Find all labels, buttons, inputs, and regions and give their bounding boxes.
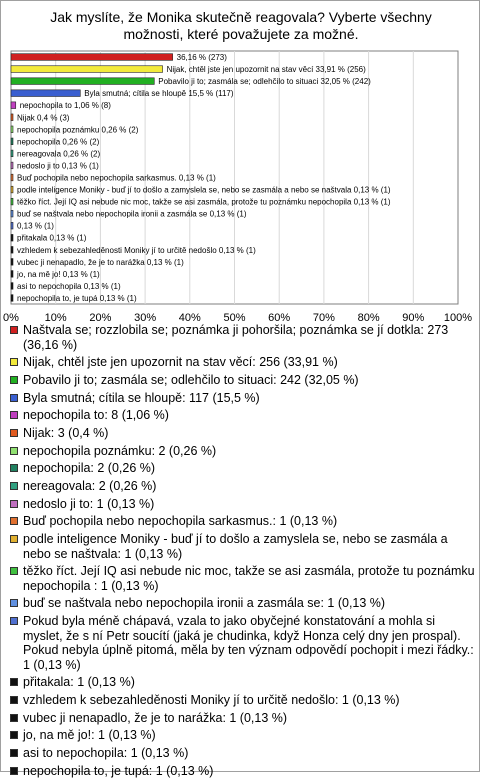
- bar: [11, 78, 154, 85]
- legend-item: [9, 596, 475, 611]
- legend-swatch: [10, 617, 18, 625]
- legend-label: Nijak, chtěl jste jen upozornit na stav věcí: 256 (33,91 %): [23, 355, 338, 370]
- bar: [11, 90, 80, 97]
- bar: [11, 259, 13, 266]
- legend-item: [9, 479, 475, 494]
- bar: [11, 234, 13, 241]
- legend-label: nepochopila to: 8 (1,06 %): [23, 408, 169, 423]
- legend-swatch: [10, 731, 18, 739]
- bar-label: vzhledem k sebezahleděnosti Moniky jí to určitě nedošlo 0,13 % (1): [17, 245, 256, 255]
- x-tick-label: 30%: [134, 312, 157, 323]
- legend-swatch: [10, 394, 18, 402]
- bar: [11, 138, 13, 145]
- bar-label: buď se naštvala nebo nepochopila ironii a zasmála se 0,13 % (1): [17, 209, 247, 219]
- legend-label: nereagovala: 2 (0,26 %): [23, 479, 157, 493]
- legend-swatch: [10, 326, 18, 334]
- legend-item: [9, 514, 475, 529]
- legend-swatch: [10, 767, 18, 775]
- legend-swatch: [10, 678, 18, 686]
- legend-item: [9, 444, 475, 459]
- bar-label: podle inteligence Moniky - buď jí to došlo a zamyslela se, nebo se zasmála a nebo se naštvala 0,13 % (1): [17, 185, 391, 195]
- legend-label: nepochopila: 2 (0,26 %): [23, 461, 156, 476]
- legend-label: těžko říct. Její IQ asi nebude nic moc, takže se asi zasmála, protože tu poznámku nepochopila : 1 (0,13 %): [23, 564, 475, 593]
- x-tick-label: 100%: [443, 312, 473, 323]
- legend-label: přitakala: 1 (0,13 %): [23, 675, 135, 690]
- legend-item: [9, 532, 475, 561]
- bar-label: nedoslo ji to 0,13 % (1): [17, 161, 99, 171]
- x-tick-label: 90%: [402, 312, 425, 323]
- bar: [11, 283, 13, 290]
- legend-item: [9, 564, 475, 593]
- legend-swatch: [10, 482, 18, 490]
- legend-swatch: [10, 464, 18, 472]
- legend-item: [9, 323, 475, 352]
- legend-item: [9, 693, 475, 708]
- legend-label: nepochopila to, je tupá: 1 (0,13 %): [23, 763, 214, 778]
- legend-item: [9, 711, 475, 726]
- legend-label: vubec ji nenapadlo, že je to narážka: 1 (0,13 %): [23, 710, 288, 725]
- legend-item: [9, 373, 475, 388]
- bar: [11, 210, 13, 217]
- legend-swatch: [10, 696, 18, 704]
- legend-label: jo, na mě jo!: 1 (0,13 %): [23, 728, 156, 743]
- bar-label: 36,16 % (273): [176, 53, 227, 63]
- bar-label: Buď pochopila nebo nepochopila sarkasmus. 0,13 % (1): [17, 173, 216, 183]
- bar-label: těžko říct. Její IQ asi nebude nic moc, takže se asi zasmála, protože tu poznámku nepochopila 0,13 % (1): [17, 197, 391, 207]
- x-tick-label: 50%: [223, 312, 246, 323]
- bar: [11, 186, 13, 193]
- legend-item: [9, 461, 475, 476]
- bar: [11, 114, 13, 121]
- bar-label: přitakala 0,13 % (1): [17, 233, 87, 243]
- legend-swatch: [10, 599, 18, 607]
- bar: [11, 222, 13, 229]
- legend-swatch: [10, 429, 18, 437]
- bar-label: nereagovala 0,26 % (2): [17, 149, 101, 159]
- x-tick-label: 40%: [178, 312, 201, 323]
- legend-swatch: [10, 358, 18, 366]
- bar-label: nepochopila poznámku 0,26 % (2): [17, 125, 139, 135]
- bar-label: nepochopila to 1,06 % (8): [19, 101, 111, 111]
- bar: [11, 66, 163, 73]
- legend-label: nedoslo ji to: 1 (0,13 %): [23, 496, 155, 511]
- chart-title: Jak myslíte, že Monika skutečně reagovala? Vyberte všechny možnosti, které považujete za možné.: [50, 9, 432, 42]
- legend-swatch: [10, 376, 18, 384]
- x-tick-label: 10%: [44, 312, 67, 323]
- bar: [11, 246, 13, 253]
- legend-swatch: [10, 500, 18, 508]
- legend-swatch: [10, 714, 18, 722]
- legend-item: [9, 391, 475, 406]
- bar-label: vubec ji nenapadlo, že je to narážka 0,13 % (1): [17, 257, 184, 267]
- legend-item: [9, 764, 475, 779]
- legend-swatch: [10, 749, 18, 757]
- bar: [11, 150, 13, 157]
- legend-item: [9, 408, 475, 423]
- x-tick-label: 0%: [3, 312, 19, 323]
- bar-label: nepochopila to, je tupá 0,13 % (1): [17, 293, 137, 303]
- bar-label: 0,13 % (1): [17, 221, 54, 231]
- legend-item: [9, 746, 475, 761]
- bar-chart: [1, 1, 479, 323]
- x-tick-label: 70%: [312, 312, 335, 323]
- x-tick-label: 80%: [357, 312, 380, 323]
- bar-label: asi to nepochopila 0,13 % (1): [17, 281, 121, 291]
- bar: [11, 162, 13, 169]
- legend-label: Byla smutná; cítila se hloupě: 117 (15,5 %): [23, 390, 260, 405]
- legend-swatch: [10, 411, 18, 419]
- legend-label: nepochopila poznámku: 2 (0,26 %): [23, 443, 217, 458]
- legend-label: buď se naštvala nebo nepochopila ironii a zasmála se: 1 (0,13 %): [23, 596, 386, 611]
- chart-legend: [9, 323, 475, 781]
- bar: [11, 198, 13, 205]
- bar: [11, 271, 13, 278]
- bar-label: Pobavilo ji to; zasmála se; odlehčilo to situaci 32,05 % (242): [158, 77, 371, 87]
- legend-label: Naštvala se; rozzlobila se; poznámka ji pohoršila; poznámka se jí dotkla: 273 (36,16 %): [23, 323, 449, 352]
- legend-label: Buď pochopila nebo nepochopila sarkasmus.: 1 (0,13 %): [23, 514, 338, 529]
- x-tick-label: 60%: [268, 312, 291, 323]
- bar-label: nepochopila 0,26 % (2): [17, 137, 100, 147]
- bar-label: Nijak, chtěl jste jen upozornit na stav věcí 33,91 % (256): [166, 65, 366, 75]
- legend-swatch: [10, 567, 18, 575]
- legend-swatch: [10, 517, 18, 525]
- legend-item: [9, 355, 475, 370]
- legend-item: [9, 426, 475, 441]
- bar: [11, 54, 173, 61]
- legend-label: Pobavilo ji to; zasmála se; odlehčilo to situaci: 242 (32,05 %): [23, 372, 359, 387]
- legend-swatch: [10, 447, 18, 455]
- x-tick-label: 20%: [89, 312, 112, 323]
- legend-item: [9, 675, 475, 690]
- legend-item: [9, 497, 475, 512]
- bar: [11, 126, 13, 133]
- bar-label: Nijak 0,4 % (3): [17, 113, 70, 123]
- bar: [11, 174, 13, 181]
- legend-label: podle inteligence Moniky - buď jí to došlo a zamyslela se, nebo se zasmála a nebo se naštvala: 1 (0,13 %): [23, 532, 448, 561]
- legend-swatch: [10, 535, 18, 543]
- legend-label: asi to nepochopila: 1 (0,13 %): [23, 746, 189, 761]
- legend-item: [9, 614, 475, 672]
- bar-label: jo, na mě jo! 0,13 % (1): [17, 269, 100, 279]
- bar: [11, 102, 16, 109]
- legend-label: Pokud byla méně chápavá, vzala to jako obyčejné konstatování a mohla si myslet, že s ní Petr soucítí (jaká je chudinka, když Honza celý dny jen prospal). Pokud nebyla úplně pitomá, měla by ten význam odpovědí pochopit i mezi řádky.: 1 (0,13 %): [23, 614, 474, 672]
- legend-label: Nijak: 3 (0,4 %): [23, 425, 109, 440]
- legend-item: [9, 728, 475, 743]
- legend-label: vzhledem k sebezahleděnosti Moniky jí to určitě nedošlo: 1 (0,13 %): [23, 693, 400, 707]
- bar: [11, 295, 13, 302]
- bar-label: Byla smutná; cítila se hloupě 15,5 % (117): [84, 89, 234, 99]
